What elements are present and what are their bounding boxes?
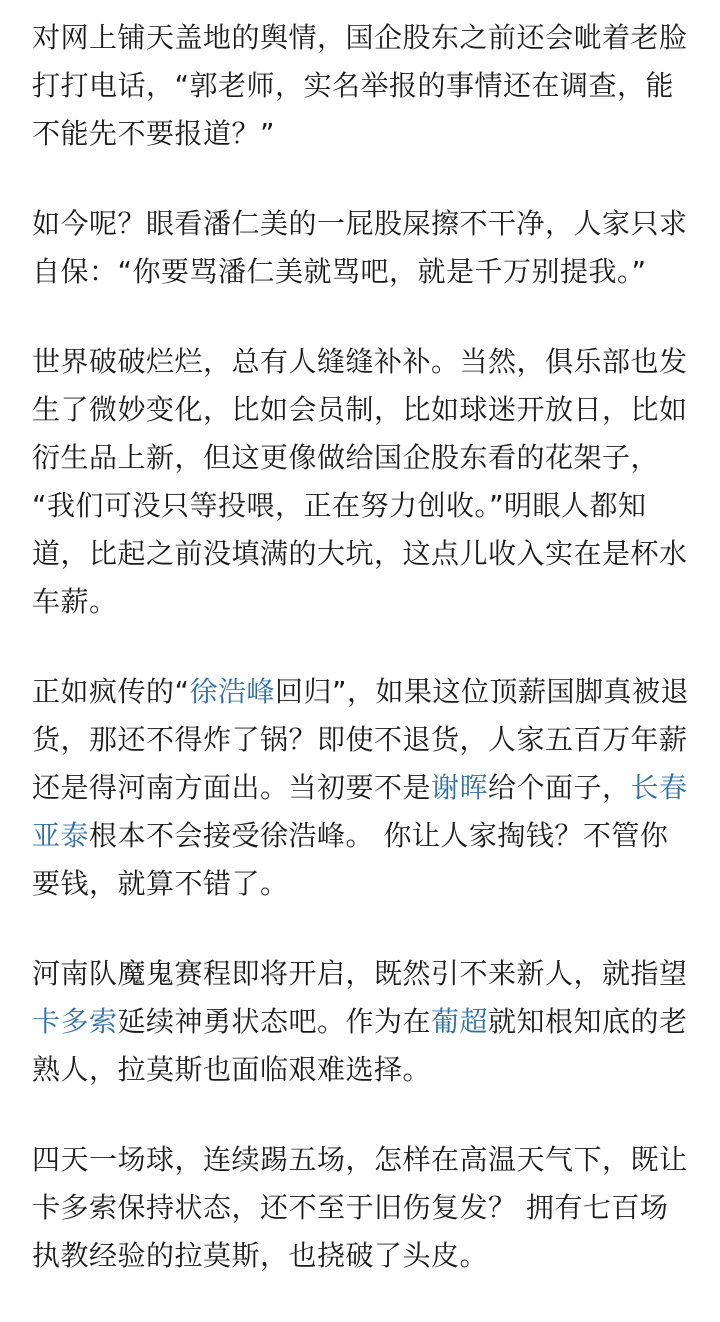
text-segment: 还是得河南方面出。当初要不是 — [32, 771, 432, 804]
text-segment: 不能先不要报道？” — [32, 117, 276, 150]
text-segment: 道，比起之前没填满的大坑，这点儿收入实在是杯水 — [32, 537, 688, 570]
keyword-link[interactable]: 徐浩峰 — [189, 675, 276, 708]
article-paragraph — [32, 668, 696, 908]
text-segment: 四天一场球，连续踢五场，怎样在高温天气下，既让 — [32, 1143, 688, 1176]
text-line — [32, 716, 696, 764]
text-line — [32, 764, 696, 812]
text-segment: 正如疯传的“ — [32, 675, 190, 708]
text-line — [32, 812, 696, 860]
text-segment: 就知根知底的老 — [488, 1005, 688, 1038]
text-line — [32, 530, 696, 578]
text-segment: 河南队魔鬼赛程即将开启，既然引不来新人，就指望 — [32, 957, 688, 990]
article-paragraph — [32, 14, 696, 158]
text-segment: 对网上铺天盖地的舆情，国企股东之前还会呲着老脸 — [32, 21, 688, 54]
text-segment: 给个面子， — [488, 771, 631, 804]
text-line — [32, 248, 696, 296]
text-segment: 生了微妙变化，比如会员制，比如球迷开放日，比如 — [32, 393, 688, 426]
text-line — [32, 386, 696, 434]
text-segment: “我们可没只等投喂，正在努力创收。”明眼人都知 — [32, 489, 647, 522]
text-segment: 打打电话，“郭老师，实名举报的事情还在调查，能 — [32, 69, 675, 102]
keyword-link[interactable]: 葡超 — [431, 1005, 489, 1038]
text-segment: 衍生品上新，但这更像做给国企股东看的花架子， — [32, 441, 660, 474]
text-line — [32, 998, 696, 1046]
article-paragraph — [32, 338, 696, 626]
text-line — [32, 110, 696, 158]
article-paragraph — [32, 950, 696, 1094]
text-line — [32, 200, 696, 248]
text-line — [32, 668, 696, 716]
text-line — [32, 62, 696, 110]
text-segment: 自保：“你要骂潘仁美就骂吧，就是千万别提我。” — [32, 255, 647, 288]
text-segment: 世界破破烂烂，总有人缝缝补补。当然，俱乐部也发 — [32, 345, 688, 378]
text-line — [32, 578, 696, 626]
text-segment: 要钱，就算不错了。 — [32, 867, 289, 900]
text-segment: 卡多索保持状态，还不至于旧伤复发？ 拥有七百场 — [32, 1191, 669, 1224]
text-segment: 回归”，如果这位顶薪国脚真被退 — [275, 675, 690, 708]
text-line — [32, 1184, 696, 1232]
text-line — [32, 1232, 696, 1280]
text-line — [32, 14, 696, 62]
text-segment: 延续神勇状态吧。作为在 — [117, 1005, 432, 1038]
article-body — [32, 14, 696, 1322]
article-paragraph — [32, 1136, 696, 1280]
text-line — [32, 860, 696, 908]
text-line — [32, 1136, 696, 1184]
text-segment: 车薪。 — [32, 585, 118, 618]
text-line — [32, 338, 696, 386]
text-segment: 如今呢？眼看潘仁美的一屁股屎擦不干净，人家只求 — [32, 207, 688, 240]
keyword-link[interactable]: 亚泰 — [32, 819, 90, 852]
text-line — [32, 482, 696, 530]
text-line — [32, 1046, 696, 1094]
text-line — [32, 950, 696, 998]
article-paragraph — [32, 200, 696, 296]
text-segment: 执教经验的拉莫斯，也挠破了头皮。 — [32, 1239, 489, 1272]
text-segment: 货，那还不得炸了锅？即使不退货，人家五百万年薪 — [32, 723, 688, 756]
text-segment: 根本不会接受徐浩峰。 你让人家掏钱？不管你 — [89, 819, 669, 852]
text-segment: 熟人，拉莫斯也面临艰难选择。 — [32, 1053, 432, 1086]
keyword-link[interactable]: 卡多索 — [32, 1005, 118, 1038]
text-line — [32, 434, 696, 482]
keyword-link[interactable]: 谢晖 — [431, 771, 489, 804]
keyword-link[interactable]: 长春 — [630, 771, 688, 804]
